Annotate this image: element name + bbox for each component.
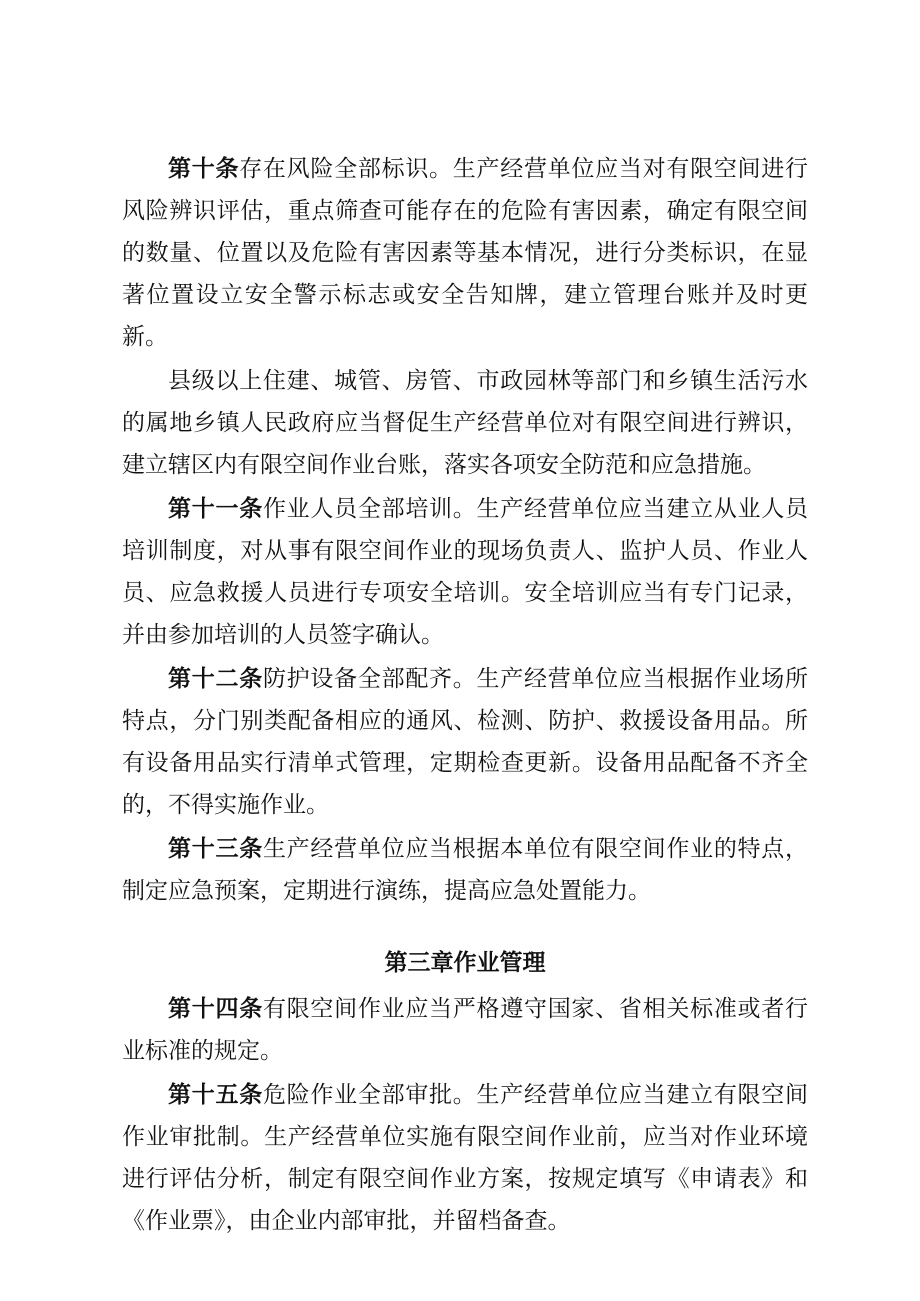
chapter-title: 第三章作业管理	[384, 950, 546, 976]
article-number: 第十三条	[168, 836, 263, 862]
article-text: 有限空间作业应当严格遵守国家、省相关标准或者行业标准的规定。	[122, 996, 809, 1064]
article-14-paragraph	[122, 988, 808, 1072]
article-text: 县级以上住建、城管、房管、市政园林等部门和乡镇生活污水的属地乡镇人民政府应当督促生产经营单位对有限空间进行辨识，建立辖区内有限空间作业台账，落实各项安全防范和应急措施。	[122, 368, 808, 478]
article-number: 第十二条	[168, 666, 263, 692]
article-13-paragraph	[122, 828, 808, 912]
article-text: 危险作业全部审批。生产经营单位应当建立有限空间作业审批制。生产经营单位实施有限空间作业前，应当对作业环境进行评估分析，制定有限空间作业方案，按规定填写《申请表》和《作业票》，由企业内部审批，并留档备查。	[122, 1082, 809, 1234]
article-10-paragraph-2	[122, 360, 808, 486]
article-text: 生产经营单位应当根据本单位有限空间作业的特点，制定应急预案，定期进行演练，提高应急处置能力。	[122, 836, 809, 904]
article-10-paragraph	[122, 148, 808, 358]
article-15-paragraph	[122, 1074, 808, 1242]
document-body	[122, 148, 808, 1244]
article-number: 第十条	[168, 156, 240, 182]
article-number: 第十五条	[168, 1082, 263, 1108]
article-11-paragraph	[122, 488, 808, 656]
article-number: 第十一条	[168, 496, 263, 522]
article-12-paragraph	[122, 658, 808, 826]
article-text: 作业人员全部培训。生产经营单位应当建立从业人员培训制度，对从事有限空间作业的现场负责人、监护人员、作业人员、应急救援人员进行专项安全培训。安全培训应当有专门记录，并由参加培训的人员签字确认。	[122, 496, 809, 648]
article-number: 第十四条	[168, 996, 263, 1022]
article-text: 防护设备全部配齐。生产经营单位应当根据作业场所特点，分门别类配备相应的通风、检测、防护、救援设备用品。所有设备用品实行清单式管理，定期检查更新。设备用品配备不齐全的，不得实施作业。	[122, 666, 809, 818]
article-text: 存在风险全部标识。生产经营单位应当对有限空间进行风险辨识评估，重点筛查可能存在的危险有害因素，确定有限空间的数量、位置以及危险有害因素等基本情况，进行分类标识，在显著位置设立安全警示标志或安全告知牌，建立管理台账并及时更新。	[122, 156, 809, 350]
